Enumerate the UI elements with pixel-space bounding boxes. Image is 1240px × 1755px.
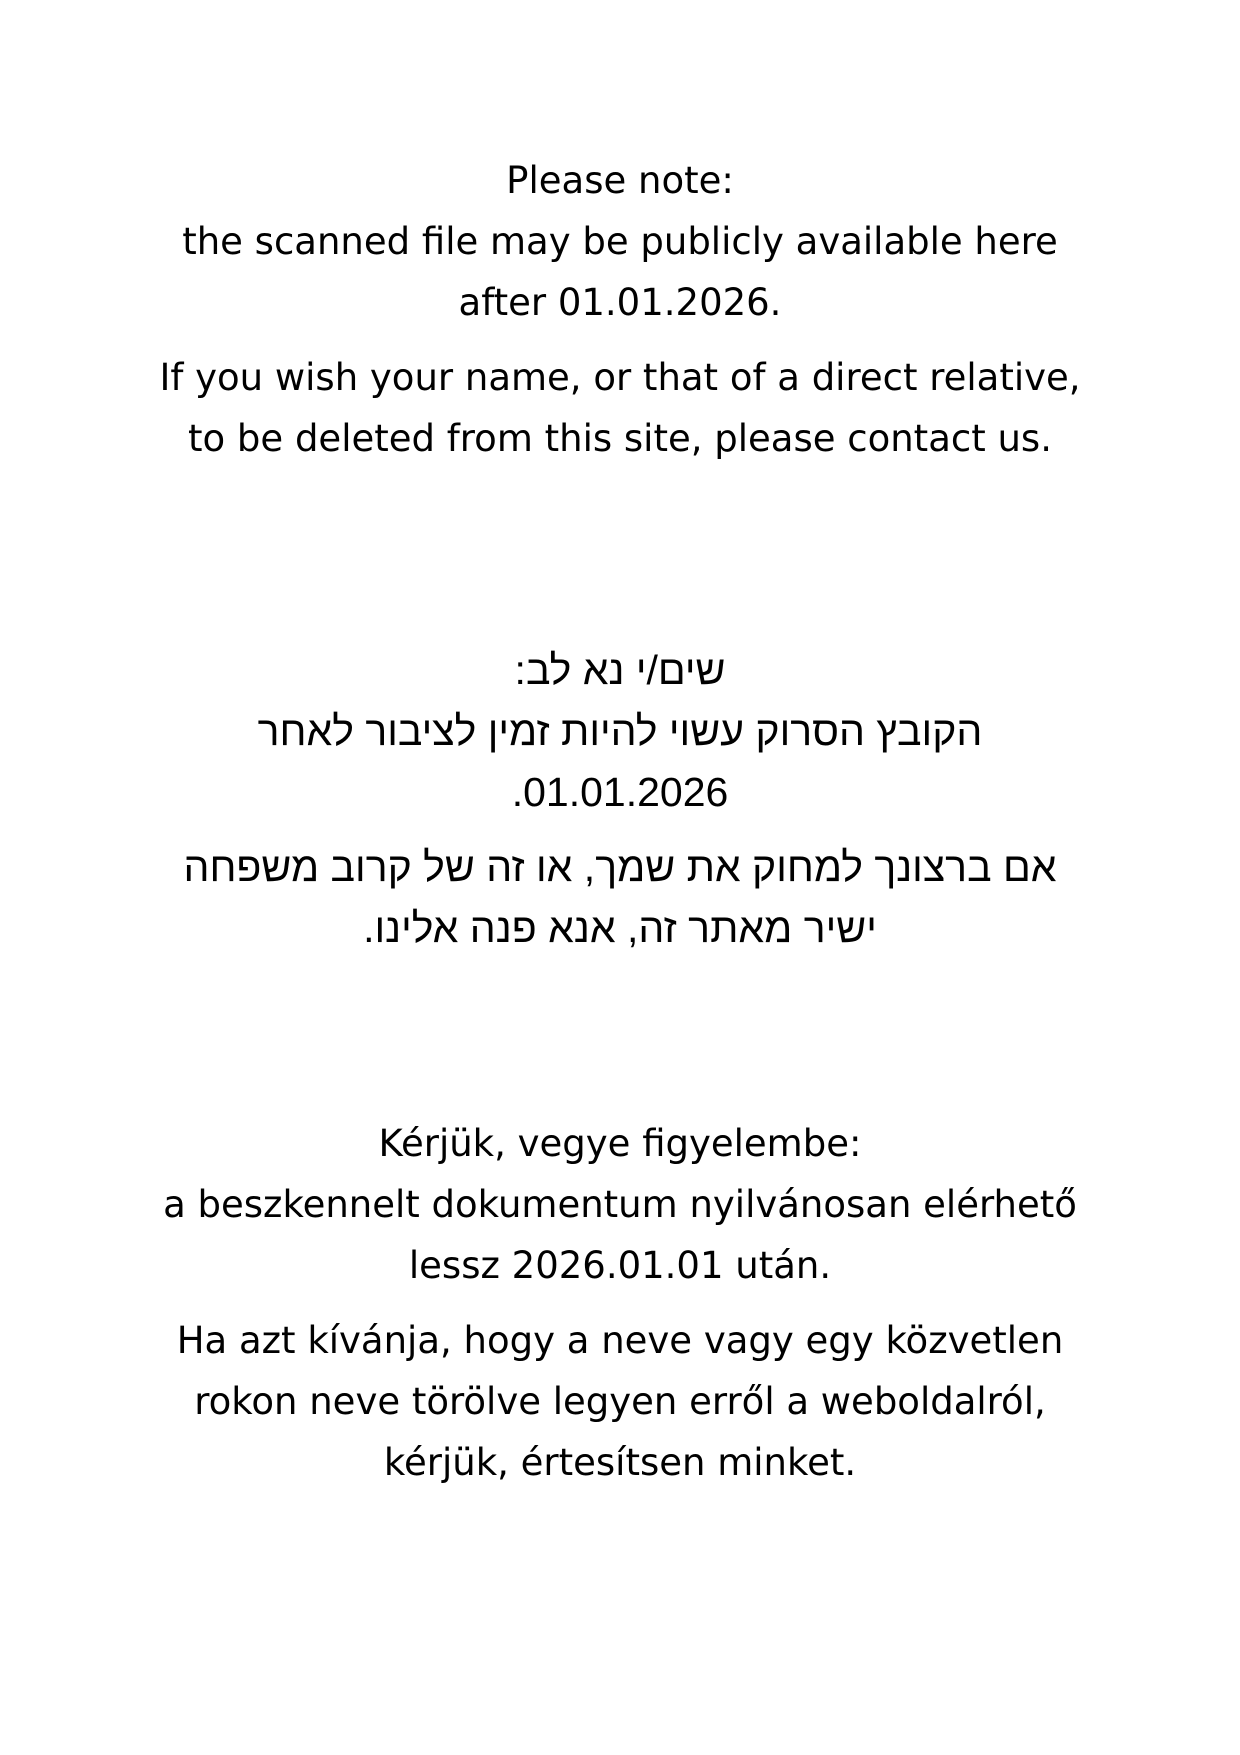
hungarian-deletion-line-3: kérjük, értesítsen minket. <box>383 1441 857 1484</box>
hungarian-deletion-line-1: Ha azt kívánja, hogy a neve vagy egy közvetlen <box>176 1319 1064 1362</box>
hungarian-notice <box>0 1113 1240 1493</box>
hebrew-availability-line-1: הקובץ הסרוק עשוי להיות זמין לציבור לאחר <box>257 708 983 754</box>
hungarian-availability-line-1: a beszkennelt dokumentum nyilvánosan elérhető <box>163 1183 1077 1226</box>
paragraph-spacer <box>0 823 1240 837</box>
hungarian-heading: Kérjük, vegye figyelembe: <box>378 1122 862 1165</box>
english-deletion-line-2: to be deleted from this site, please contact us. <box>188 417 1052 460</box>
hebrew-notice <box>0 640 1240 959</box>
hungarian-availability-line-2: lessz 2026.01.01 után. <box>408 1244 832 1287</box>
hebrew-deletion-line-1: אם ברצונך למחוק את שמך, או זה של קרוב משפחה <box>183 844 1057 890</box>
english-availability-line-1: the scanned file may be publicly available here <box>182 220 1058 263</box>
english-notice <box>0 150 1240 469</box>
hebrew-availability-line-2: 01.01.2026. <box>511 769 729 815</box>
paragraph-spacer <box>0 333 1240 347</box>
hungarian-deletion-line-2: rokon neve törölve legyen erről a weboldalról, <box>194 1380 1046 1423</box>
hebrew-heading: שים/י נא לב: <box>514 647 726 693</box>
english-heading: Please note: <box>506 159 734 202</box>
english-availability-line-2: after 01.01.2026. <box>458 281 782 324</box>
hebrew-deletion-line-2: ישיר מאתר זה, אנא פנה אלינו. <box>363 905 877 951</box>
paragraph-spacer <box>0 1296 1240 1310</box>
english-deletion-line-1: If you wish your name, or that of a direct relative, <box>159 356 1081 399</box>
